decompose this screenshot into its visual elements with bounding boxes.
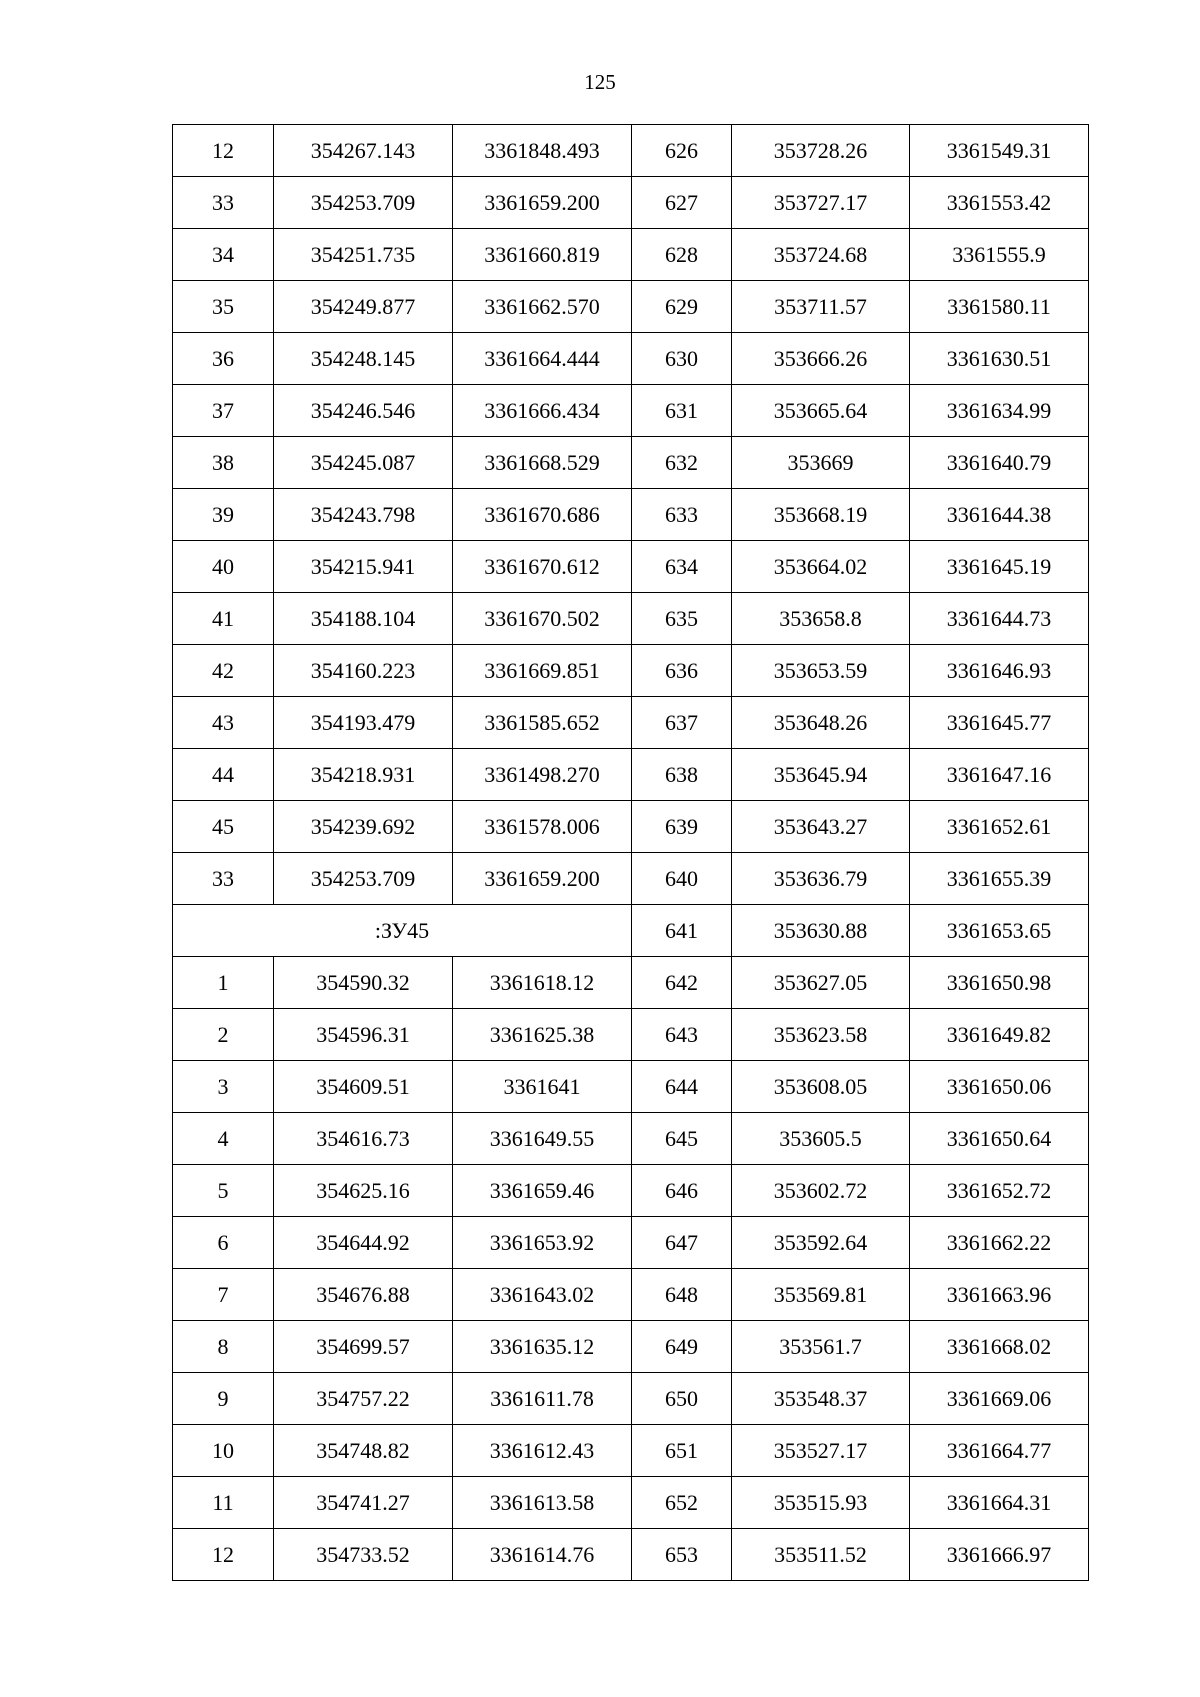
right-coord-x: 353592.64 bbox=[732, 1217, 910, 1269]
right-coord-y: 3361580.11 bbox=[910, 281, 1089, 333]
right-coord-x: 353727.17 bbox=[732, 177, 910, 229]
right-coord-y: 3361644.73 bbox=[910, 593, 1089, 645]
right-coord-x: 353711.57 bbox=[732, 281, 910, 333]
table-row bbox=[173, 385, 1089, 437]
right-coord-x: 353664.02 bbox=[732, 541, 910, 593]
left-coord-y: 3361612.43 bbox=[453, 1425, 632, 1477]
table-row bbox=[173, 645, 1089, 697]
left-coord-y: 3361848.493 bbox=[453, 125, 632, 177]
left-point-number: 45 bbox=[173, 801, 274, 853]
left-coord-x: 354590.32 bbox=[274, 957, 453, 1009]
right-coord-y: 3361662.22 bbox=[910, 1217, 1089, 1269]
left-coord-x: 354625.16 bbox=[274, 1165, 453, 1217]
table-row bbox=[173, 333, 1089, 385]
left-point-number: 6 bbox=[173, 1217, 274, 1269]
right-point-number: 650 bbox=[632, 1373, 732, 1425]
table-row bbox=[173, 1061, 1089, 1113]
coordinates-table bbox=[172, 124, 1089, 1581]
left-coord-y: 3361659.200 bbox=[453, 853, 632, 905]
right-coord-x: 353561.7 bbox=[732, 1321, 910, 1373]
right-coord-x: 353630.88 bbox=[732, 905, 910, 957]
right-coord-x: 353666.26 bbox=[732, 333, 910, 385]
right-point-number: 647 bbox=[632, 1217, 732, 1269]
right-coord-y: 3361664.31 bbox=[910, 1477, 1089, 1529]
right-point-number: 641 bbox=[632, 905, 732, 957]
left-coord-y: 3361664.444 bbox=[453, 333, 632, 385]
table-row bbox=[173, 1425, 1089, 1477]
right-coord-y: 3361669.06 bbox=[910, 1373, 1089, 1425]
left-coord-y: 3361649.55 bbox=[453, 1113, 632, 1165]
left-point-number: 5 bbox=[173, 1165, 274, 1217]
right-coord-y: 3361644.38 bbox=[910, 489, 1089, 541]
left-coord-x: 354249.877 bbox=[274, 281, 453, 333]
table-row bbox=[173, 697, 1089, 749]
right-coord-y: 3361549.31 bbox=[910, 125, 1089, 177]
left-point-number: 33 bbox=[173, 853, 274, 905]
right-coord-x: 353608.05 bbox=[732, 1061, 910, 1113]
table-row bbox=[173, 437, 1089, 489]
left-coord-x: 354215.941 bbox=[274, 541, 453, 593]
right-coord-x: 353645.94 bbox=[732, 749, 910, 801]
left-coord-x: 354616.73 bbox=[274, 1113, 453, 1165]
right-point-number: 648 bbox=[632, 1269, 732, 1321]
left-coord-y: 3361614.76 bbox=[453, 1529, 632, 1581]
left-point-number: 8 bbox=[173, 1321, 274, 1373]
table-row bbox=[173, 749, 1089, 801]
left-point-number: 10 bbox=[173, 1425, 274, 1477]
left-point-number: 12 bbox=[173, 125, 274, 177]
left-coord-x: 354741.27 bbox=[274, 1477, 453, 1529]
left-coord-y: 3361625.38 bbox=[453, 1009, 632, 1061]
left-coord-y: 3361653.92 bbox=[453, 1217, 632, 1269]
right-point-number: 630 bbox=[632, 333, 732, 385]
left-point-number: 2 bbox=[173, 1009, 274, 1061]
right-point-number: 629 bbox=[632, 281, 732, 333]
right-point-number: 649 bbox=[632, 1321, 732, 1373]
left-coord-y: 3361498.270 bbox=[453, 749, 632, 801]
right-coord-y: 3361655.39 bbox=[910, 853, 1089, 905]
table-row bbox=[173, 1269, 1089, 1321]
right-point-number: 644 bbox=[632, 1061, 732, 1113]
table-row bbox=[173, 1217, 1089, 1269]
right-coord-y: 3361630.51 bbox=[910, 333, 1089, 385]
table-row bbox=[173, 489, 1089, 541]
right-point-number: 636 bbox=[632, 645, 732, 697]
left-point-number: 34 bbox=[173, 229, 274, 281]
page-number: 125 bbox=[584, 70, 616, 94]
table-row bbox=[173, 801, 1089, 853]
right-coord-y: 3361650.98 bbox=[910, 957, 1089, 1009]
right-point-number: 652 bbox=[632, 1477, 732, 1529]
left-coord-y: 3361668.529 bbox=[453, 437, 632, 489]
right-point-number: 645 bbox=[632, 1113, 732, 1165]
left-coord-x: 354243.798 bbox=[274, 489, 453, 541]
left-point-number: 36 bbox=[173, 333, 274, 385]
right-point-number: 626 bbox=[632, 125, 732, 177]
table-row bbox=[173, 229, 1089, 281]
left-coord-y: 3361659.46 bbox=[453, 1165, 632, 1217]
right-coord-y: 3361634.99 bbox=[910, 385, 1089, 437]
right-coord-y: 3361555.9 bbox=[910, 229, 1089, 281]
right-coord-x: 353643.27 bbox=[732, 801, 910, 853]
table-row bbox=[173, 281, 1089, 333]
coordinates-table-body bbox=[173, 125, 1089, 1581]
right-point-number: 628 bbox=[632, 229, 732, 281]
table-row bbox=[173, 177, 1089, 229]
table-row bbox=[173, 593, 1089, 645]
right-point-number: 638 bbox=[632, 749, 732, 801]
left-point-number: 11 bbox=[173, 1477, 274, 1529]
left-coord-x: 354757.22 bbox=[274, 1373, 453, 1425]
right-coord-y: 3361666.97 bbox=[910, 1529, 1089, 1581]
left-coord-x: 354609.51 bbox=[274, 1061, 453, 1113]
left-coord-x: 354267.143 bbox=[274, 125, 453, 177]
right-coord-y: 3361664.77 bbox=[910, 1425, 1089, 1477]
right-coord-y: 3361649.82 bbox=[910, 1009, 1089, 1061]
right-coord-x: 353636.79 bbox=[732, 853, 910, 905]
right-coord-x: 353653.59 bbox=[732, 645, 910, 697]
left-coord-y: 3361666.434 bbox=[453, 385, 632, 437]
left-coord-x: 354596.31 bbox=[274, 1009, 453, 1061]
left-point-number: 33 bbox=[173, 177, 274, 229]
right-coord-y: 3361553.42 bbox=[910, 177, 1089, 229]
right-coord-x: 353658.8 bbox=[732, 593, 910, 645]
right-point-number: 643 bbox=[632, 1009, 732, 1061]
left-coord-x: 354188.104 bbox=[274, 593, 453, 645]
left-coord-y: 3361618.12 bbox=[453, 957, 632, 1009]
right-point-number: 632 bbox=[632, 437, 732, 489]
left-coord-x: 354676.88 bbox=[274, 1269, 453, 1321]
left-point-number: 3 bbox=[173, 1061, 274, 1113]
right-coord-y: 3361640.79 bbox=[910, 437, 1089, 489]
left-coord-y: 3361613.58 bbox=[453, 1477, 632, 1529]
left-coord-y: 3361635.12 bbox=[453, 1321, 632, 1373]
right-coord-y: 3361652.72 bbox=[910, 1165, 1089, 1217]
right-coord-y: 3361653.65 bbox=[910, 905, 1089, 957]
right-coord-x: 353665.64 bbox=[732, 385, 910, 437]
left-coord-y: 3361611.78 bbox=[453, 1373, 632, 1425]
right-coord-y: 3361663.96 bbox=[910, 1269, 1089, 1321]
left-coord-x: 354193.479 bbox=[274, 697, 453, 749]
section-row bbox=[173, 905, 1089, 957]
table-row bbox=[173, 125, 1089, 177]
left-point-number: 1 bbox=[173, 957, 274, 1009]
left-coord-y: 3361659.200 bbox=[453, 177, 632, 229]
left-point-number: 4 bbox=[173, 1113, 274, 1165]
table-row bbox=[173, 1165, 1089, 1217]
table-row bbox=[173, 1113, 1089, 1165]
left-point-number: 12 bbox=[173, 1529, 274, 1581]
left-coord-x: 354644.92 bbox=[274, 1217, 453, 1269]
right-coord-x: 353515.93 bbox=[732, 1477, 910, 1529]
left-point-number: 42 bbox=[173, 645, 274, 697]
left-coord-y: 3361662.570 bbox=[453, 281, 632, 333]
left-coord-y: 3361641 bbox=[453, 1061, 632, 1113]
left-point-number: 39 bbox=[173, 489, 274, 541]
left-coord-x: 354246.546 bbox=[274, 385, 453, 437]
left-coord-x: 354251.735 bbox=[274, 229, 453, 281]
right-point-number: 640 bbox=[632, 853, 732, 905]
right-point-number: 642 bbox=[632, 957, 732, 1009]
left-coord-y: 3361670.612 bbox=[453, 541, 632, 593]
left-point-number: 7 bbox=[173, 1269, 274, 1321]
right-coord-x: 353511.52 bbox=[732, 1529, 910, 1581]
table-row bbox=[173, 853, 1089, 905]
right-coord-y: 3361645.77 bbox=[910, 697, 1089, 749]
left-point-number: 44 bbox=[173, 749, 274, 801]
section-label: :ЗУ45 bbox=[173, 905, 632, 957]
right-point-number: 631 bbox=[632, 385, 732, 437]
right-coord-x: 353605.5 bbox=[732, 1113, 910, 1165]
right-point-number: 653 bbox=[632, 1529, 732, 1581]
right-coord-y: 3361645.19 bbox=[910, 541, 1089, 593]
right-coord-x: 353627.05 bbox=[732, 957, 910, 1009]
left-coord-x: 354239.692 bbox=[274, 801, 453, 853]
left-coord-x: 354748.82 bbox=[274, 1425, 453, 1477]
left-coord-y: 3361669.851 bbox=[453, 645, 632, 697]
right-coord-x: 353728.26 bbox=[732, 125, 910, 177]
left-point-number: 40 bbox=[173, 541, 274, 593]
left-coord-x: 354160.223 bbox=[274, 645, 453, 697]
right-point-number: 635 bbox=[632, 593, 732, 645]
left-coord-y: 3361585.652 bbox=[453, 697, 632, 749]
left-point-number: 37 bbox=[173, 385, 274, 437]
right-coord-x: 353548.37 bbox=[732, 1373, 910, 1425]
right-coord-x: 353527.17 bbox=[732, 1425, 910, 1477]
left-coord-x: 354248.145 bbox=[274, 333, 453, 385]
left-point-number: 38 bbox=[173, 437, 274, 489]
right-coord-y: 3361652.61 bbox=[910, 801, 1089, 853]
left-coord-y: 3361670.502 bbox=[453, 593, 632, 645]
right-point-number: 646 bbox=[632, 1165, 732, 1217]
table-row bbox=[173, 1477, 1089, 1529]
right-coord-y: 3361646.93 bbox=[910, 645, 1089, 697]
right-coord-y: 3361650.64 bbox=[910, 1113, 1089, 1165]
right-coord-x: 353724.68 bbox=[732, 229, 910, 281]
left-point-number: 9 bbox=[173, 1373, 274, 1425]
left-coord-x: 354253.709 bbox=[274, 853, 453, 905]
right-coord-x: 353668.19 bbox=[732, 489, 910, 541]
right-coord-y: 3361647.16 bbox=[910, 749, 1089, 801]
right-coord-y: 3361650.06 bbox=[910, 1061, 1089, 1113]
table-row bbox=[173, 1009, 1089, 1061]
left-coord-x: 354253.709 bbox=[274, 177, 453, 229]
right-coord-x: 353569.81 bbox=[732, 1269, 910, 1321]
left-point-number: 43 bbox=[173, 697, 274, 749]
left-coord-x: 354699.57 bbox=[274, 1321, 453, 1373]
left-coord-y: 3361578.006 bbox=[453, 801, 632, 853]
left-coord-y: 3361660.819 bbox=[453, 229, 632, 281]
left-coord-y: 3361643.02 bbox=[453, 1269, 632, 1321]
left-coord-x: 354245.087 bbox=[274, 437, 453, 489]
left-coord-x: 354218.931 bbox=[274, 749, 453, 801]
left-coord-y: 3361670.686 bbox=[453, 489, 632, 541]
table-row bbox=[173, 1529, 1089, 1581]
table-row bbox=[173, 957, 1089, 1009]
right-coord-x: 353669 bbox=[732, 437, 910, 489]
table-row bbox=[173, 1373, 1089, 1425]
right-point-number: 639 bbox=[632, 801, 732, 853]
right-coord-y: 3361668.02 bbox=[910, 1321, 1089, 1373]
left-point-number: 41 bbox=[173, 593, 274, 645]
right-point-number: 633 bbox=[632, 489, 732, 541]
right-point-number: 627 bbox=[632, 177, 732, 229]
left-point-number: 35 bbox=[173, 281, 274, 333]
table-row bbox=[173, 1321, 1089, 1373]
right-point-number: 637 bbox=[632, 697, 732, 749]
table-row bbox=[173, 541, 1089, 593]
right-point-number: 651 bbox=[632, 1425, 732, 1477]
right-coord-x: 353648.26 bbox=[732, 697, 910, 749]
right-coord-x: 353623.58 bbox=[732, 1009, 910, 1061]
right-point-number: 634 bbox=[632, 541, 732, 593]
right-coord-x: 353602.72 bbox=[732, 1165, 910, 1217]
left-coord-x: 354733.52 bbox=[274, 1529, 453, 1581]
